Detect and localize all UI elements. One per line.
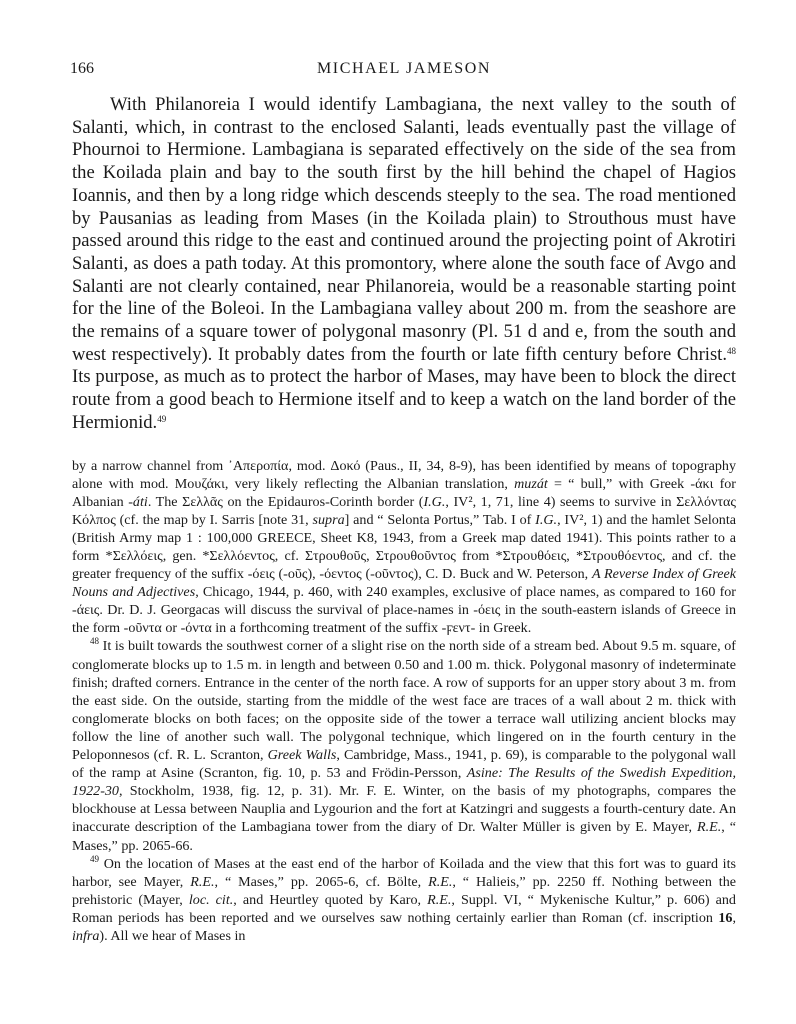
note-text: On the location of Mases at the east end of the harbor of Koilada and the view that this fort was to guard its harbor, see Mayer, xyxy=(72,855,736,890)
note-text: , and Heurtley quoted by Karo, xyxy=(233,891,428,908)
body-text-continued: Its purpose, as much as to protect the harbor of Mases, may have been to block the direct route from a good beach to Hermione itself and to keep a watch on the land border of the Hermionid. xyxy=(72,366,736,433)
page-number: 166 xyxy=(70,60,94,77)
note-italic: muzát xyxy=(514,475,548,492)
footnote-number: 49 xyxy=(90,853,99,864)
note-text: , “ Mases,” pp. 2065-66. xyxy=(72,819,736,854)
note-italic: Greek Walls xyxy=(267,747,337,764)
note-italic: Asine: The Results of the Swedish Expedition, 1922-30 xyxy=(72,765,736,800)
note-text: , IV², 1) and the hamlet Selonta (British Army map 1 : 100,000 GREECE, Sheet K8, 1943, from a Greek map dated 1941). This points rather to a form *Σελλόεις, gen. *Σελλόεντος, cf. Στρουθοῦς, Στρουθοῦντος from *Στρουθόεις, *Στρουθόεντος, and cf. the greater frequency of the suffix -όεις (-οῦς), -όεντος (-οῦντος), C. D. Buck and W. Peterson, xyxy=(72,511,737,583)
note-bold: 16 xyxy=(718,909,733,926)
body-paragraph xyxy=(72,94,736,435)
note-text: . The Σελλᾶς on the Epidauros-Corinth border ( xyxy=(147,493,424,510)
note-italic: R.E. xyxy=(697,819,722,836)
note-text: ] and “ Selonta Portus,” Tab. I of xyxy=(344,511,536,528)
note-italic: I.G. xyxy=(535,511,558,528)
note-text: by a narrow channel from ᾿Απεροπία, mod. Δοκό (Paus., II, 34, 8-9), has been identified by means of topography alone with mod. Μουζάκι, very likely reflecting the Albanian translation, xyxy=(72,457,736,492)
note-text: , “ Halieis,” pp. 2250 ff. Nothing between the prehistoric (Mayer, xyxy=(72,873,736,908)
note-italic: R.E. xyxy=(427,891,452,908)
note-text: It is built towards the southwest corner of a slight rise on the north side of a stream bed. About 9.5 m. square, of conglomerate blocks up to 1.5 m. in length and between 0.50 and 1.00 m. thick. Polygonal masonry of indeterminate finish; drafted corners. Entrance in the center of the north face. A row of supports for an upper story about 3 m. from the east side. On the outside, starting from the middle of the west face are traces of a wall about 2 m. thick with conglomerate blocks on both faces; on the opposite side of the tower a terrace wall utilizing ancient blocks may follow the line of another such wall. The polygonal technique, which lingered on in the fourth century in the Peloponnesos (cf. R. L. Scranton, xyxy=(72,638,736,764)
footnote-carryover xyxy=(72,457,736,638)
note-text: , Stockholm, 1938, fig. 12, p. 31). Mr. F. E. Winter, on the basis of my photographs, compares the blockhouse at Lessa between Nauplia and Lygourion and the fort at Katzingri and suggests a fourth-century date. An inaccurate description of the Lambagiana tower from the diary of Dr. Walter Müller is given by E. Mayer, xyxy=(72,783,736,836)
note-text: , “ Mases,” pp. 2065-6, cf. Bölte, xyxy=(214,873,429,890)
footnote-ref-48[interactable]: 48 xyxy=(727,345,736,356)
footnote-48 xyxy=(72,637,736,854)
note-italic: -áti xyxy=(128,493,148,510)
body-text: With Philanoreia I would identify Lambagiana, the next valley to the south of Salanti, which, in contrast to the enclosed Salanti, leads eventually past the village of Phournoi to Hermione. Lambagiana is separated effectively on the side of the sea from the Koilada plain and bay to the south first by the hill behind the chapel of Hagios Ioannis, and then by a long ridge which descends steeply to the sea. The road mentioned by Pausanias as leading from Mases (in the Koilada plain) to Strouthous must have passed around this ridge to the east and continued around the projecting point of Akrotiri Salanti, as does a path today. At this promontory, where alone the south face of Avgo and Salanti are not clearly contained, near Philanoreia, would be a reasonable starting point for the line of the Boleoi. In the Lambagiana valley about 200 m. from the seashore are the remains of a square tower of polygonal masonry (Pl. 51 d and e, from the south and west respectively). It probably dates from the fourth or late fifth century before Christ. xyxy=(72,94,736,365)
footnote-ref-49[interactable]: 49 xyxy=(157,413,167,424)
footnotes xyxy=(72,457,736,946)
footnote-49 xyxy=(72,855,736,945)
note-text: , Cambridge, Mass., 1941, p. 69), is comparable to the polygonal wall of the ramp at Asine (Scranton, fig. 10, p. 53 and Frödin-Persson, xyxy=(72,747,736,782)
page-header xyxy=(72,56,736,86)
note-italic: supra xyxy=(312,511,345,528)
note-italic: loc. cit. xyxy=(188,891,234,908)
footnote-number: 48 xyxy=(90,636,99,647)
note-text: , Chicago, 1944, p. 460, with 240 examples, exclusive of place names, as compared to 160 for -άεις. Dr. D. J. Georgacas will discuss the survival of place-names in -όεις in the south-eastern islands of Greece in the form -οῦντα or -όντα in a forthcoming treatment of the suffix -ϝεντ- in Greek. xyxy=(72,584,736,637)
running-head: MICHAEL JAMESON xyxy=(316,60,492,77)
note-text: , IV², 1, 71, line 4) seems to survive in Σελλόντας Κόλπος (cf. the map by I. Sarris [note 31, xyxy=(72,493,736,528)
note-text: , Suppl. VI, “ Mykenische Kultur,” p. 606) and Roman periods has been reported and we ourselves saw nothing certainly earlier than Roman (cf. inscription xyxy=(72,891,736,926)
note-italic: I.G. xyxy=(423,493,446,510)
note-italic: R.E. xyxy=(190,873,215,890)
note-text: = “ bull,” with Greek -άκι for Albanian xyxy=(72,475,737,510)
page xyxy=(72,56,736,945)
note-italic: A Reverse Index of Greek Nouns and Adjectives xyxy=(72,566,737,601)
note-italic: R.E. xyxy=(428,873,453,890)
note-text: , xyxy=(732,909,736,926)
note-text: ). All we hear of Mases in xyxy=(99,927,246,944)
note-italic: infra xyxy=(72,927,100,944)
